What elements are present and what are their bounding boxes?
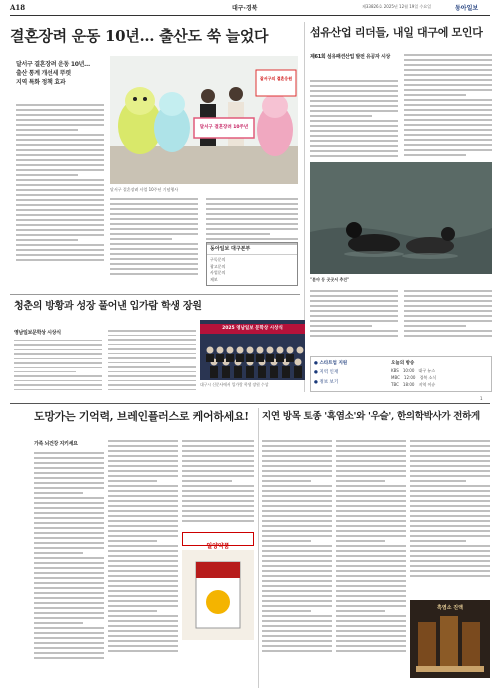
- info-line: 제보: [210, 276, 218, 282]
- header-rule: [10, 15, 490, 16]
- top-photo: [110, 56, 298, 184]
- ad-left-col2: [108, 440, 178, 680]
- goat-product-image: [410, 600, 490, 678]
- top-body-col3: [206, 198, 298, 248]
- product-image: [182, 550, 254, 640]
- photo-wed-sign: 잘서구의 결혼응원: [259, 76, 293, 81]
- right-subhead: 제61회 섬유패션산업 발전 유공자 시상: [310, 54, 391, 60]
- mid-rule: [10, 294, 300, 295]
- info-line: 구독문의: [210, 257, 226, 262]
- broadcast-box: [310, 356, 492, 392]
- broadcast-row: KBS 10:00 대구 뉴스: [391, 368, 436, 373]
- duck-photo: [310, 162, 492, 274]
- top-body-col2: [110, 198, 198, 278]
- hall-photo: [200, 320, 305, 380]
- right-body-col3: [310, 290, 398, 350]
- duck-caption: "분야 등 곳곳서 추진": [310, 277, 350, 282]
- top-headline: 결혼장려 운동 10년… 출산도 쑥 늘었다: [10, 27, 269, 45]
- ad-left-col1: [34, 452, 104, 682]
- broadcast-row: TBC 18:00 지역 이슈: [391, 382, 436, 387]
- right-headline: 섬유산업 리더들, 내일 대구에 모인다: [310, 26, 483, 39]
- duck-image: [310, 162, 492, 274]
- product-name: 일양약품: [206, 543, 230, 550]
- info-box-title: 동아일보 대구본부: [207, 243, 297, 255]
- product-bottles-icon: [410, 600, 490, 678]
- photo-sign-text: 달서구 결혼장려 10주년: [199, 125, 249, 130]
- page-mark: 1: [480, 396, 483, 401]
- ad-right-col2: [336, 440, 406, 680]
- product-box-icon: [182, 550, 254, 640]
- info-box: [206, 242, 298, 286]
- page-header: [0, 0, 500, 14]
- hall-headline: 청춘의 방황과 성장 풀어낸 입가람 학생 장원: [14, 301, 202, 312]
- ad-divider: [258, 408, 259, 688]
- right-body-col2: [404, 54, 492, 160]
- top-body-col1: [16, 104, 104, 274]
- product-logo: [182, 532, 254, 550]
- right-body-col1: [310, 80, 398, 160]
- broadcast-label-b: ● 지역 인재: [314, 370, 339, 375]
- hall-caption: 대구시 신문사에서 입가람 학생 장원 수상: [200, 382, 269, 387]
- page-number: A18: [10, 3, 26, 12]
- broadcast-label-a: ● 스타트업 지원: [314, 361, 348, 366]
- hall-body-col2: [108, 330, 196, 390]
- top-subhead-block: [16, 60, 106, 87]
- goat-product-label: 흑염소 진액: [437, 605, 463, 611]
- broadcast-label-c: ● 정보 보기: [314, 380, 339, 385]
- broadcast-title: 오늘의 방송: [391, 361, 415, 366]
- issue-date: 제33826호 2025년 12월 19일 수요일: [362, 4, 432, 9]
- ad-left-col3: [182, 440, 254, 530]
- top-subhead: 달서구 결혼장려 운동 10년… 출산 통계 개선세 뚜렷 지역 특화 정책 효과: [16, 61, 90, 86]
- ad-right-col3: [410, 440, 490, 590]
- hall-ribbon-text: 2025 영남일보 문학상 시상식: [222, 326, 283, 331]
- hall-subhead: 영남일보문학상 시상식: [14, 330, 61, 336]
- ad-right-col1: [262, 440, 332, 680]
- right-body-col4: [404, 290, 492, 350]
- ad-rule: [10, 403, 490, 404]
- ad-right-headline: 지연 방목 토종 '흑염소'와 '우슬', 한의학박사가 전하게: [262, 411, 480, 422]
- info-line: 사업문의: [210, 270, 226, 275]
- section-name: 대구·경북: [232, 5, 258, 12]
- brand-logo: 동아일보: [455, 5, 479, 12]
- ad-left-subhead: 가족 뇌건강 지키세요: [34, 441, 78, 447]
- top-photo-caption: 달서구 결혼장려 사업 10주년 기념행사: [110, 187, 179, 192]
- info-line: 광고문의: [210, 263, 226, 269]
- ad-left-headline: 도망가는 기억력, 브레인플러스로 케어하세요!: [34, 410, 249, 423]
- broadcast-row: MBC 12:00 경북 소식: [391, 375, 437, 380]
- hall-body-col1: [14, 340, 102, 390]
